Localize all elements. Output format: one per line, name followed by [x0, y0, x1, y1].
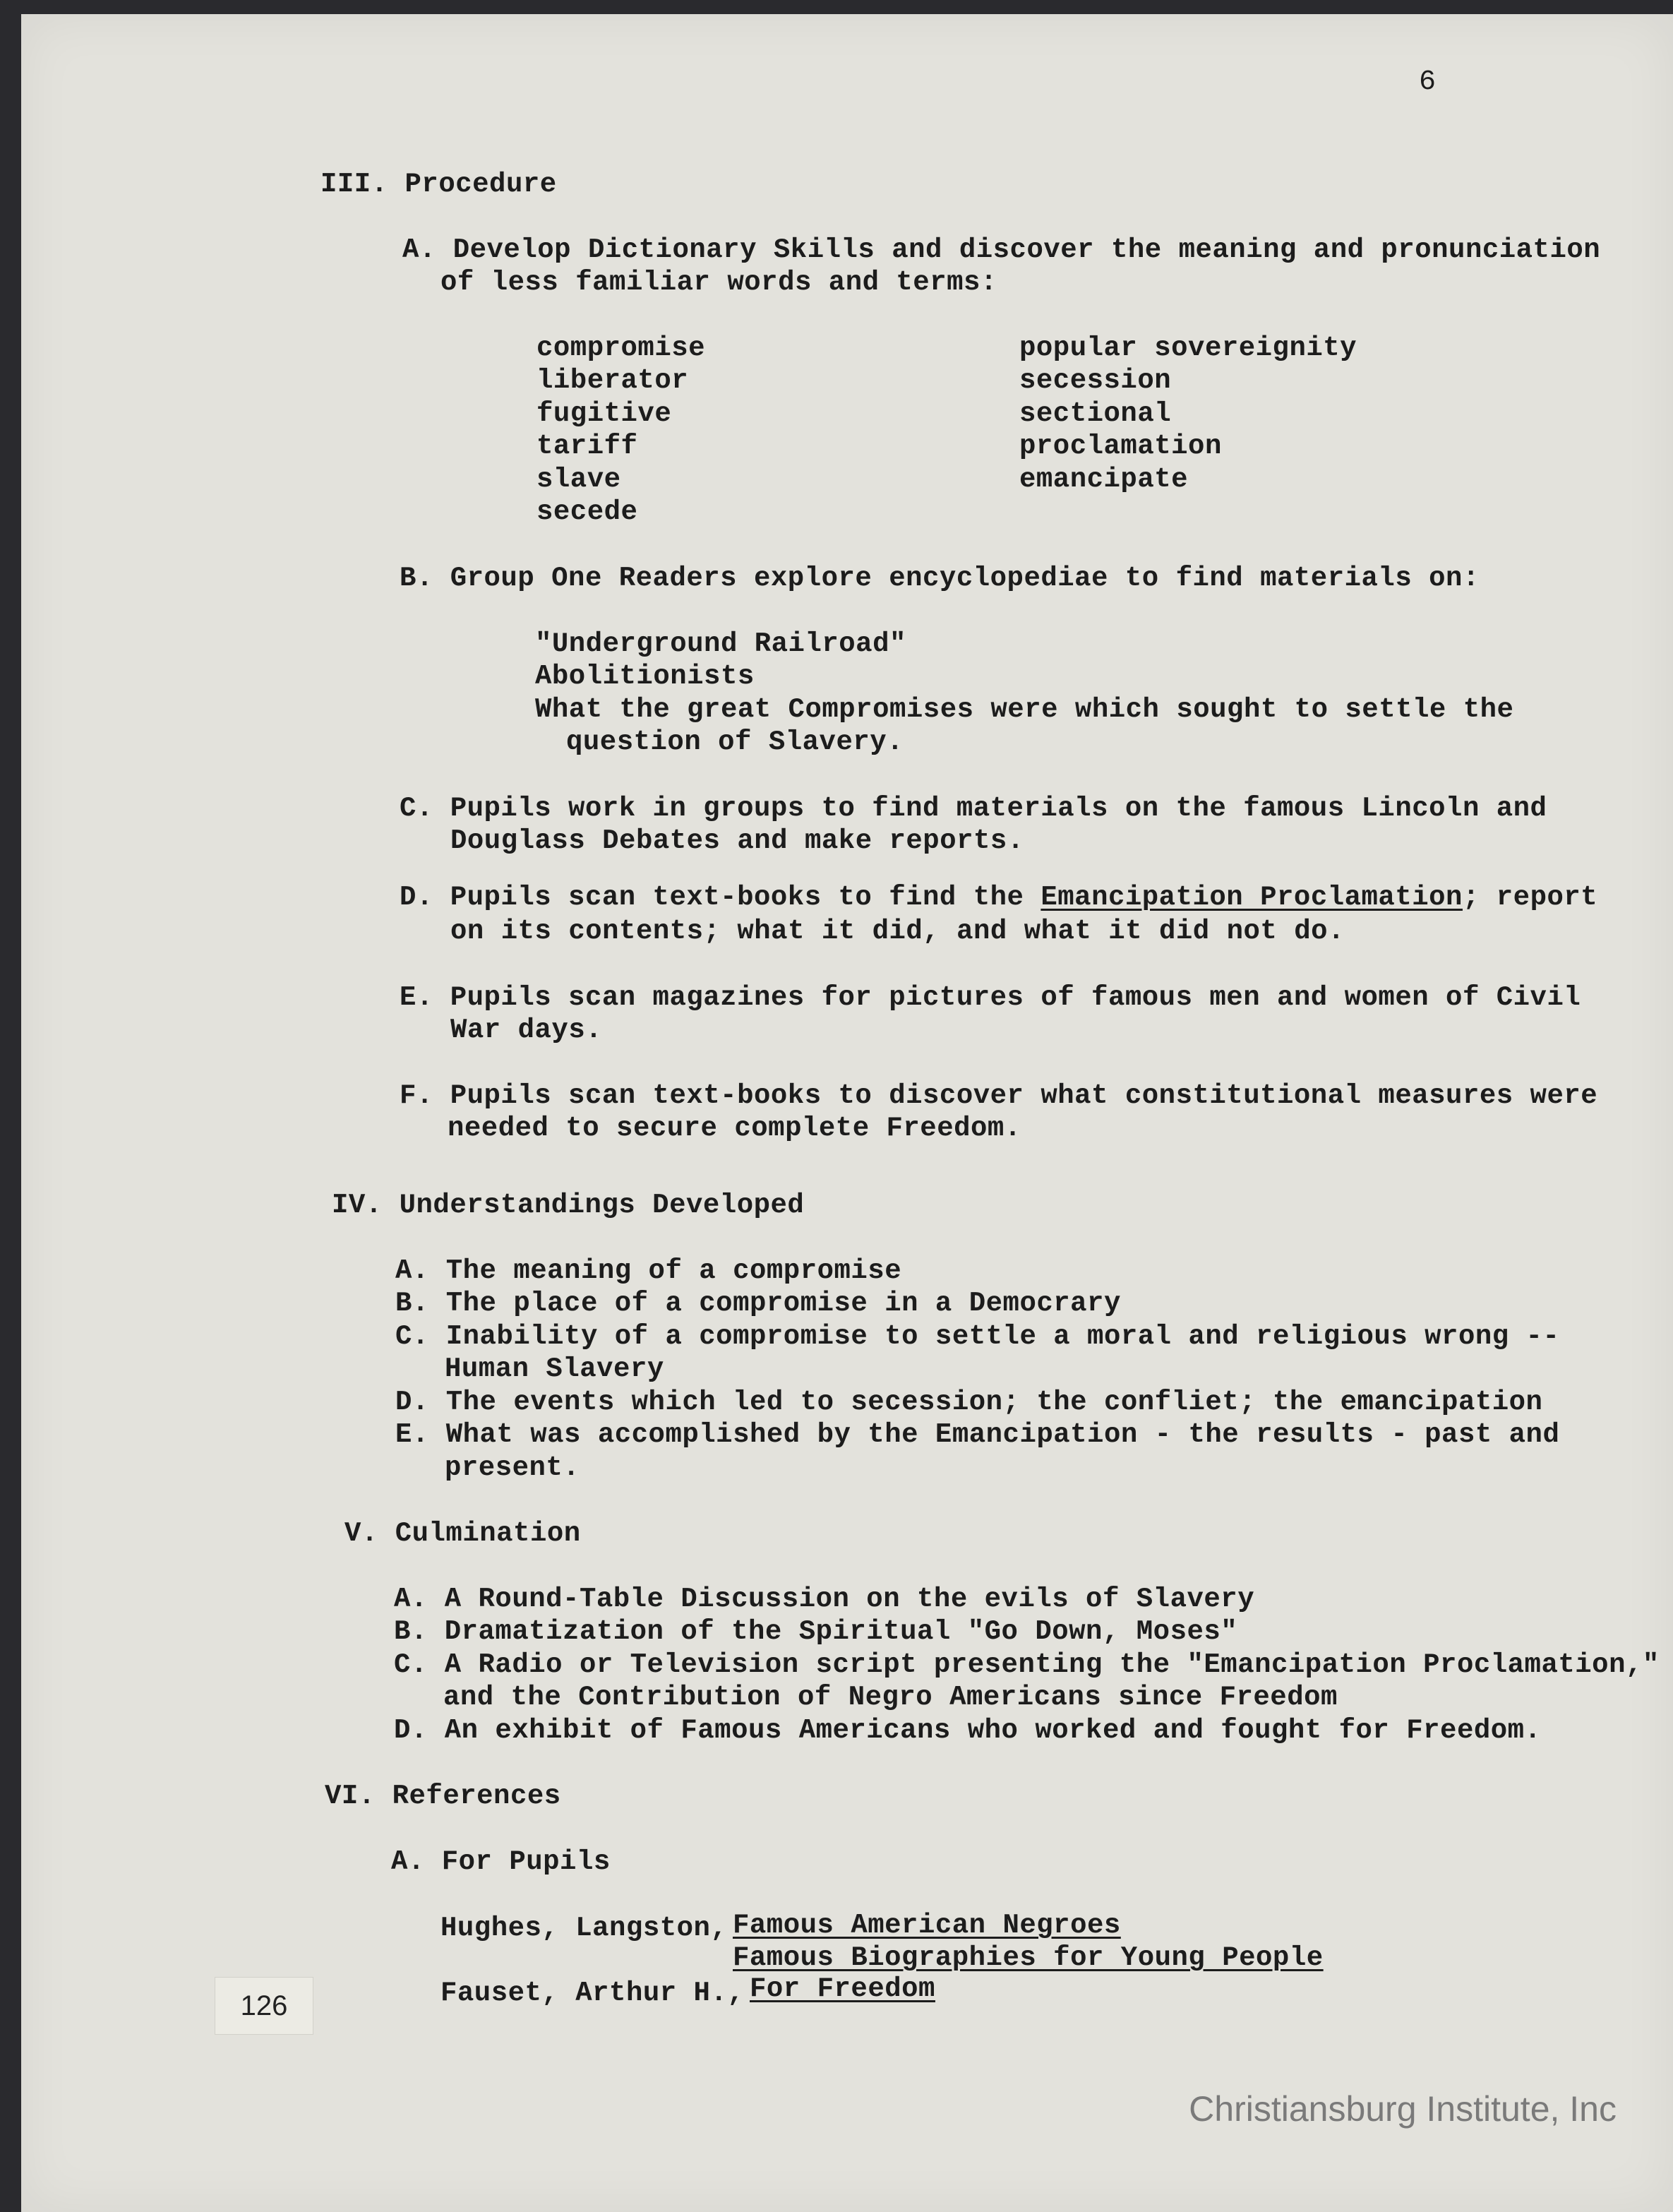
vocab-word-left: fugitive	[536, 398, 672, 429]
procedure-b-item: What the great Compromises were which sought to settle the	[535, 694, 1514, 725]
procedure-b-line1: B. Group One Readers explore encyclopediae to find materials on:	[400, 563, 1480, 594]
references-for-pupils: A. For Pupils	[391, 1846, 611, 1877]
procedure-b-item: "Underground Railroad"	[535, 628, 906, 659]
reference-author: Fauset, Arthur H.,	[440, 1978, 745, 2009]
watermark-text: Christiansburg Institute, Inc	[1189, 2089, 1617, 2129]
procedure-f-line2: needed to secure complete Freedom.	[448, 1113, 1021, 1144]
section-heading-procedure: III. Procedure	[320, 169, 557, 200]
understanding-item: E. What was accomplished by the Emancipation - the results - past and	[395, 1419, 1560, 1450]
reference-author: Hughes, Langston,	[440, 1913, 728, 1944]
section-heading-culmination: V. Culmination	[344, 1518, 581, 1549]
understanding-item: B. The place of a compromise in a Democrary	[395, 1288, 1121, 1319]
procedure-c-line1: C. Pupils work in groups to find materials on the famous Lincoln and	[400, 793, 1547, 824]
procedure-d-text: D. Pupils scan text-books to find the	[400, 882, 1041, 913]
understanding-item: A. The meaning of a compromise	[395, 1255, 902, 1286]
procedure-e-line2: War days.	[450, 1015, 603, 1046]
understanding-item: D. The events which led to secession; the confliet; the emancipation	[395, 1387, 1543, 1418]
procedure-a-line2: of less familiar words and terms:	[440, 267, 997, 298]
procedure-b-item: question of Slavery.	[566, 727, 904, 758]
culmination-item: A. A Round-Table Discussion on the evils of Slavery	[394, 1584, 1255, 1615]
procedure-b-item: Abolitionists	[535, 661, 755, 692]
vocab-word-right: sectional	[1019, 398, 1172, 429]
vocab-word-left: slave	[536, 464, 621, 495]
vocab-word-left: liberator	[536, 365, 689, 396]
procedure-d-line1	[400, 881, 1597, 914]
vocab-word-left: compromise	[536, 333, 706, 364]
culmination-item: and the Contribution of Negro Americans since Freedom	[443, 1682, 1338, 1713]
vocab-word-right: popular sovereignity	[1019, 333, 1357, 364]
procedure-e-line1: E. Pupils scan magazines for pictures of famous men and women of Civil	[400, 982, 1581, 1013]
reference-title: Famous Biographies for Young People	[733, 1942, 1324, 1973]
procedure-f-line1: F. Pupils scan text-books to discover what constitutional measures were	[400, 1080, 1598, 1111]
section-heading-references: VI. References	[325, 1781, 561, 1812]
vocab-word-right: secession	[1019, 365, 1172, 396]
vocab-word-right: emancipate	[1019, 464, 1189, 495]
vocab-word-left: tariff	[536, 431, 638, 462]
procedure-a-line1: A. Develop Dictionary Skills and discover the meaning and pronunciation	[402, 234, 1601, 265]
section-heading-understandings: IV. Understandings Developed	[332, 1190, 805, 1221]
vocab-word-left: secede	[536, 496, 638, 527]
procedure-c-line2: Douglass Debates and make reports.	[450, 825, 1024, 856]
understanding-item: C. Inability of a compromise to settle a moral and religious wrong --	[395, 1321, 1560, 1352]
procedure-d-line2: on its contents; what it did, and what it did not do.	[450, 916, 1345, 947]
culmination-item: B. Dramatization of the Spiritual "Go Down, Moses"	[394, 1616, 1238, 1647]
document-page	[21, 14, 1673, 2212]
page-number: 6	[1419, 66, 1437, 98]
emancipation-proclamation-title: Emancipation Proclamation	[1041, 882, 1463, 913]
culmination-item: C. A Radio or Television script presenting the "Emancipation Proclamation,"	[394, 1649, 1660, 1680]
reference-title: For Freedom	[750, 1973, 935, 2004]
understanding-item: present.	[445, 1452, 580, 1483]
culmination-item: D. An exhibit of Famous Americans who worked and fought for Freedom.	[394, 1715, 1542, 1746]
vocab-word-right: proclamation	[1019, 431, 1222, 462]
reference-title: Famous American Negroes	[733, 1910, 1121, 1941]
page-stamp-number: 126	[215, 1977, 313, 2035]
procedure-d-text-end: ; report	[1462, 882, 1598, 913]
understanding-item: Human Slavery	[445, 1353, 664, 1385]
